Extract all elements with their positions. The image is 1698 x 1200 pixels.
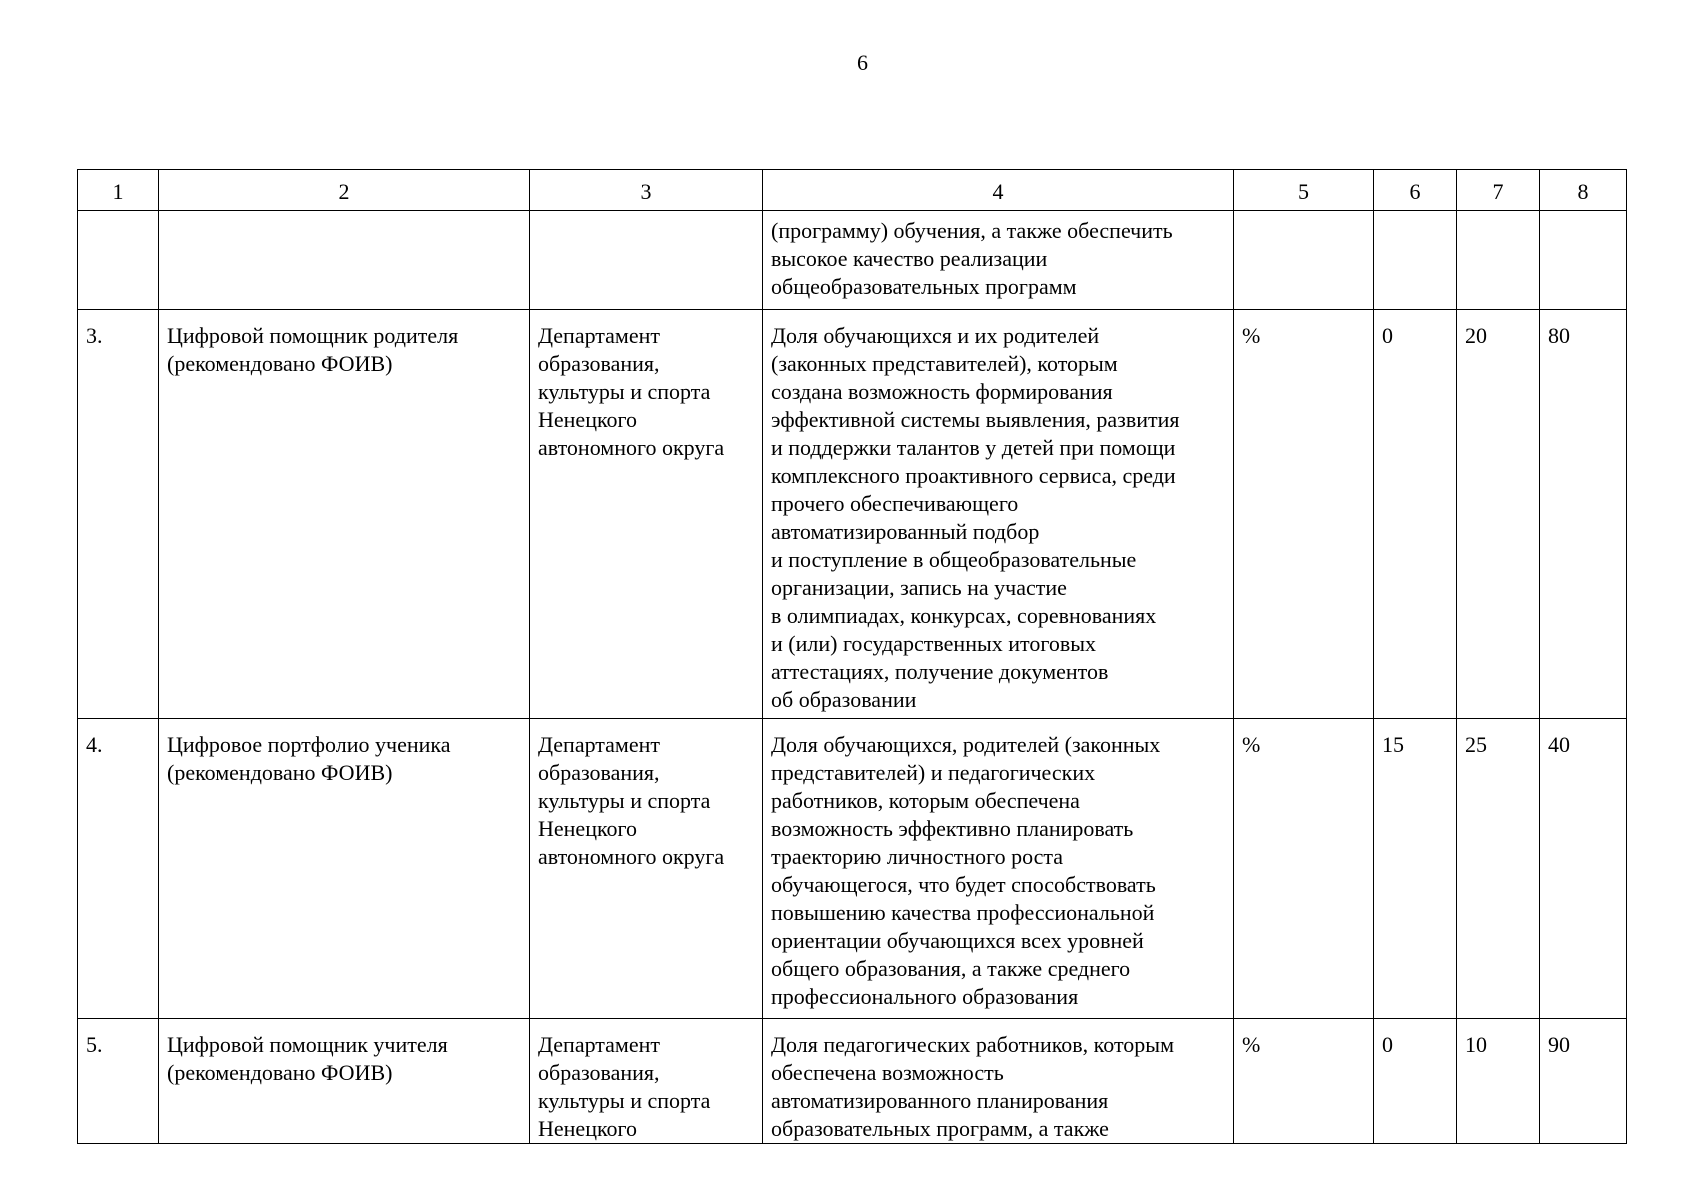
row-number: 4.	[78, 719, 159, 1019]
responsible-department: Департамент образования, культуры и спорта Ненецкого	[530, 1019, 763, 1144]
value-col-8: 40	[1540, 719, 1627, 1019]
table-row	[78, 1019, 1627, 1144]
row-number: 3.	[78, 310, 159, 719]
column-header: 5	[1234, 170, 1374, 211]
column-header: 6	[1374, 170, 1457, 211]
indicator-description: (программу) обучения, а также обеспечить высокое качество реализации общеобразовательных программ	[763, 211, 1234, 310]
indicator-description: Доля педагогических работников, которым обеспечена возможность автоматизированного планирования образовательных программ, а также	[763, 1019, 1234, 1144]
table-row	[78, 719, 1627, 1019]
unit-cell: %	[1234, 1019, 1374, 1144]
table-row	[78, 211, 1627, 310]
value-col-7	[1457, 211, 1540, 310]
project-name: Цифровое портфолио ученика (рекомендовано ФОИВ)	[159, 719, 530, 1019]
column-header: 2	[159, 170, 530, 211]
project-name: Цифровой помощник родителя (рекомендовано ФОИВ)	[159, 310, 530, 719]
responsible-department	[530, 211, 763, 310]
value-col-6: 0	[1374, 310, 1457, 719]
responsible-department: Департамент образования, культуры и спорта Ненецкого автономного округа	[530, 719, 763, 1019]
value-col-7: 10	[1457, 1019, 1540, 1144]
value-col-6: 15	[1374, 719, 1457, 1019]
unit-cell: %	[1234, 310, 1374, 719]
column-header: 1	[78, 170, 159, 211]
column-header: 3	[530, 170, 763, 211]
value-col-6: 0	[1374, 1019, 1457, 1144]
unit-cell	[1234, 211, 1374, 310]
value-col-8: 90	[1540, 1019, 1627, 1144]
column-header: 8	[1540, 170, 1627, 211]
value-col-8	[1540, 211, 1627, 310]
header-row	[78, 170, 1627, 211]
responsible-department: Департамент образования, культуры и спорта Ненецкого автономного округа	[530, 310, 763, 719]
unit-cell: %	[1234, 719, 1374, 1019]
row-number	[78, 211, 159, 310]
column-header: 4	[763, 170, 1234, 211]
project-name: Цифровой помощник учителя (рекомендовано ФОИВ)	[159, 1019, 530, 1144]
project-name	[159, 211, 530, 310]
value-col-8: 80	[1540, 310, 1627, 719]
column-header: 7	[1457, 170, 1540, 211]
indicator-description: Доля обучающихся и их родителей (законных представителей), которым создана возможность формирования эффективной системы выявления, развития и поддержки талантов у детей при помощи комплексного проактивного сервиса, среди прочего обеспечивающего автоматизированный подбор и поступление в общеобразовательные организации, запись на участие в олимпиадах, конкурсах, соревнованиях и (или) государственных итоговых аттестациях, получение документов об образовании	[763, 310, 1234, 719]
indicators-table	[77, 169, 1627, 1144]
indicator-description: Доля обучающихся, родителей (законных представителей) и педагогических работников, которым обеспечена возможность эффективно планировать траекторию личностного роста обучающегося, что будет способствовать повышению качества профессиональной ориентации обучающихся всех уровней общего образования, а также среднего профессионального образования	[763, 719, 1234, 1019]
value-col-6	[1374, 211, 1457, 310]
table-row	[78, 310, 1627, 719]
value-col-7: 20	[1457, 310, 1540, 719]
value-col-7: 25	[1457, 719, 1540, 1019]
page-number: 6	[857, 50, 868, 75]
row-number: 5.	[78, 1019, 159, 1144]
